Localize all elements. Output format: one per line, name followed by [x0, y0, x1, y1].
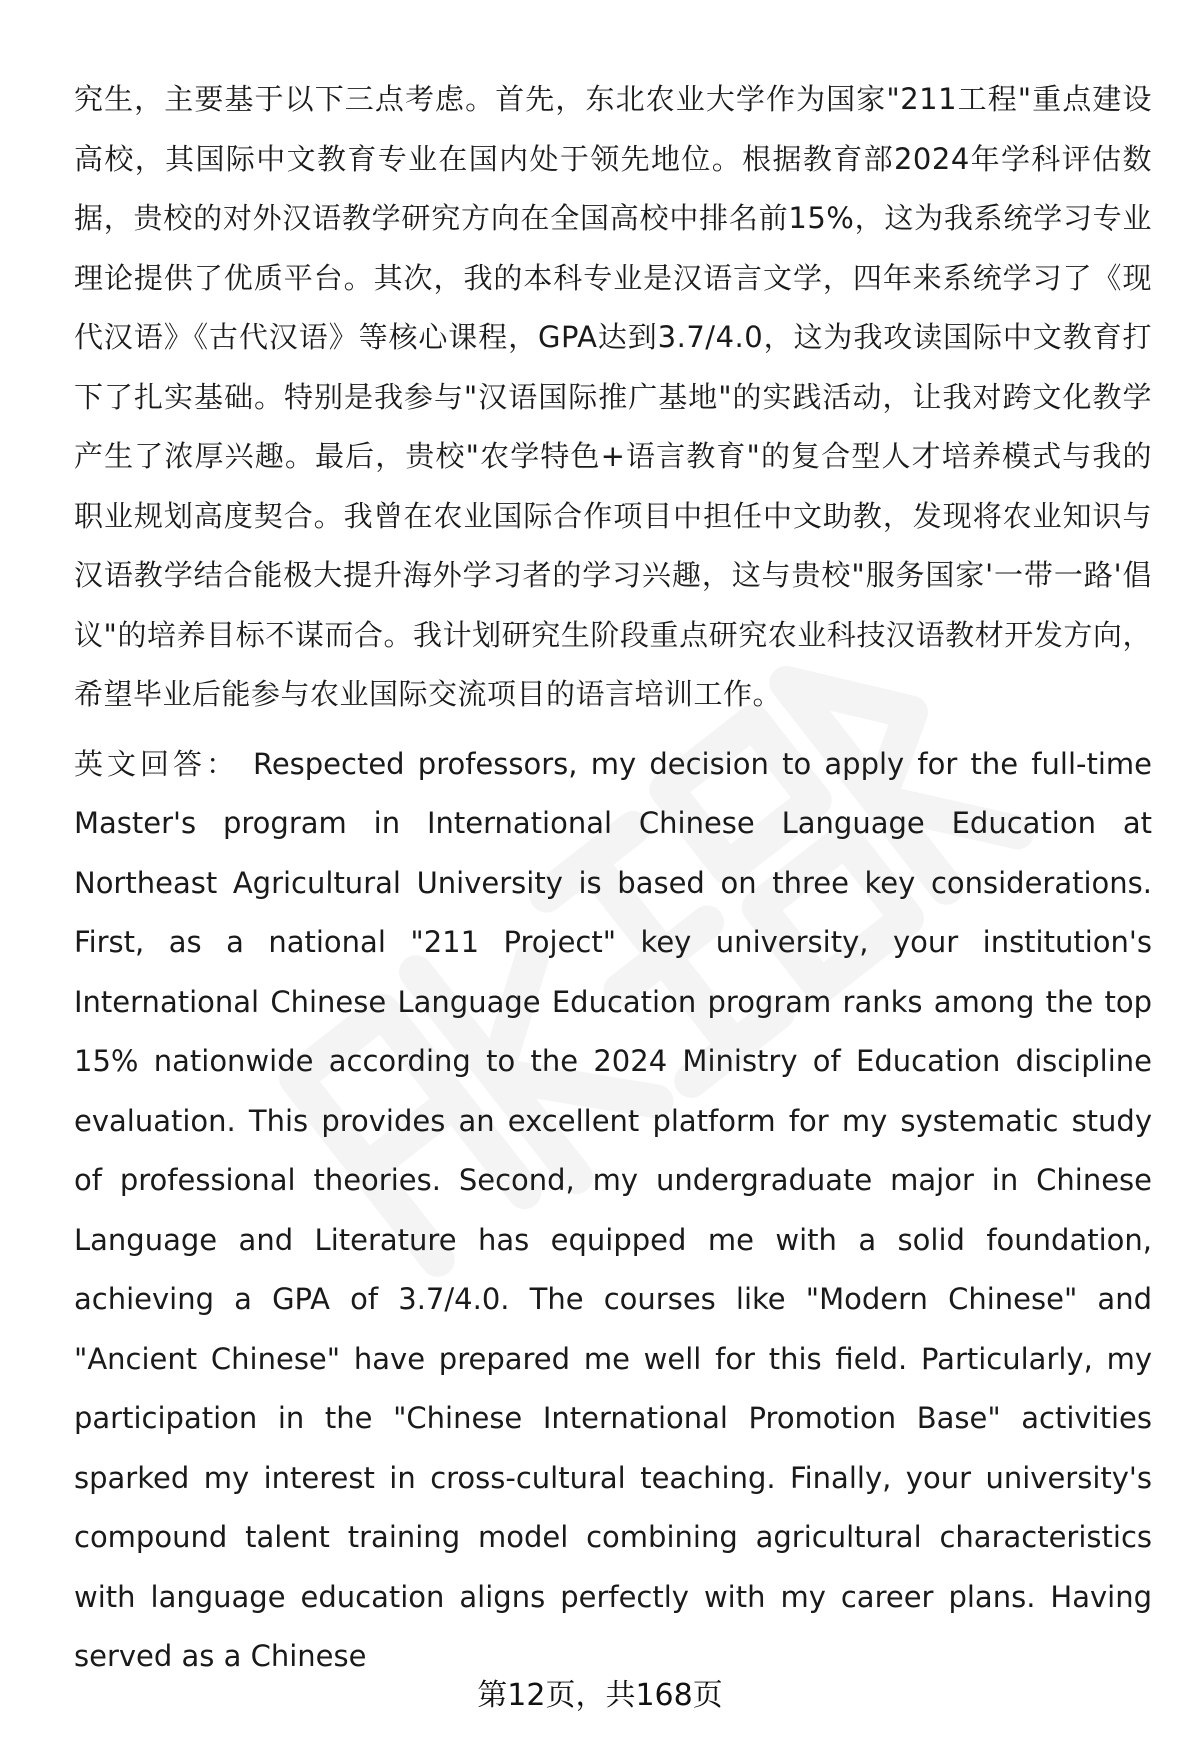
document-body	[74, 70, 1152, 1687]
english-answer-text: Respected professors, my decision to apply for the full-time Master's program in International Chinese Language Education at Northeast Agricultural University is based on three key considerations. First, as a national "211 Project" key university, your institution's International Chinese Language Education program ranks among the top 15% nationwide according to the 2024 Ministry of Education discipline evaluation. This provides an excellent platform for my systematic study of professional theories. Second, my undergraduate major in Chinese Language and Literature has equipped me with a solid foundation, achieving a GPA of 3.7/4.0. The courses like "Modern Chinese" and "Ancient Chinese" have prepared me well for this field. Particularly, my participation in the "Chinese International Promotion Base" activities sparked my interest in cross-cultural teaching. Finally, your university's compound talent training model combining agricultural characteristics with language education aligns perfectly with my career plans. Having served as a Chinese	[74, 746, 1152, 1673]
chinese-answer-paragraph: 究生，主要基于以下三点考虑。首先，东北农业大学作为国家"211工程"重点建设高校，其国际中文教育专业在国内处于领先地位。根据教育部2024年学科评估数据，贵校的对外汉语教学研究方向在全国高校中排名前15%，这为我系统学习专业理论提供了优质平台。其次，我的本科专业是汉语言文学，四年来系统学习了《现代汉语》《古代汉语》等核心课程，GPA达到3.7/4.0，这为我攻读国际中文教育打下了扎实基础。特别是我参与"汉语国际推广基地"的实践活动，让我对跨文化教学产生了浓厚兴趣。最后，贵校"农学特色+语言教育"的复合型人才培养模式与我的职业规划高度契合。我曾在农业国际合作项目中担任中文助教，发现将农业知识与汉语教学结合能极大提升海外学习者的学习兴趣，这与贵校"服务国家'一带一路'倡议"的培养目标不谋而合。我计划研究生阶段重点研究农业科技汉语教材开发方向，希望毕业后能参与农业国际交流项目的语言培训工作。	[74, 82, 1152, 711]
page-number-footer: 第12页，共168页	[477, 1678, 723, 1713]
english-answer-paragraph	[74, 735, 1152, 1687]
english-answer-label: 英文回答：	[74, 746, 239, 781]
